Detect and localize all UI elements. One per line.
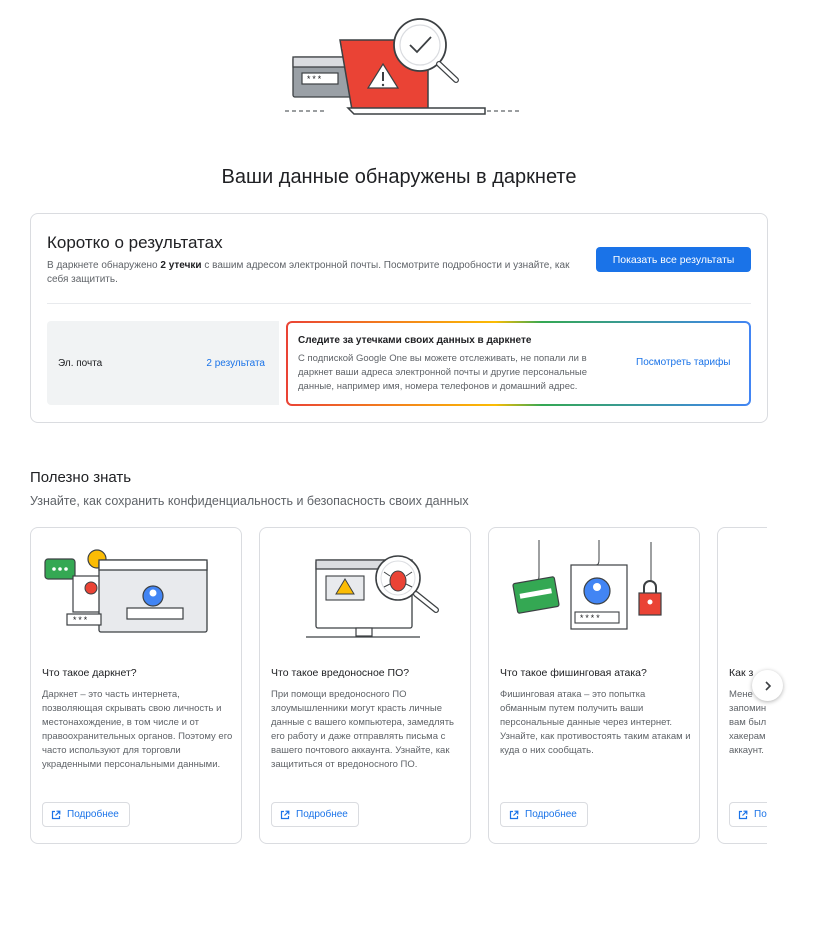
- email-label: Эл. почта: [58, 358, 103, 369]
- monitoring-description: С подпиской Google One вы можете отслеживать, не попали ли в даркнет ваши адреса электронной почты и другие персональные данные, например имя, номера телефонов и домашний адрес.: [298, 353, 588, 392]
- learn-more-button[interactable]: [42, 802, 130, 827]
- show-all-results-button[interactable]: Показать все результаты: [596, 247, 751, 272]
- tips-title: Полезно знать: [30, 469, 132, 486]
- tips-carousel: [30, 527, 767, 845]
- chevron-right-icon: [762, 680, 774, 692]
- monitoring-title: Следите за утечками своих данных в даркнете: [298, 335, 532, 346]
- learn-more-button[interactable]: [500, 802, 588, 827]
- card-title: Как з: [729, 667, 754, 679]
- hero-illustration: [280, 10, 530, 125]
- summary-description: [47, 259, 592, 287]
- card-title: Что такое даркнет?: [42, 667, 137, 679]
- phishing-stars: ****: [579, 614, 601, 624]
- summary-card: [30, 213, 768, 423]
- tip-card-phishing: [488, 527, 700, 844]
- leak-count: 2 утечки: [160, 260, 202, 271]
- tip-card-malware: [259, 527, 471, 844]
- summary-title: Коротко о результатах: [47, 233, 223, 252]
- tip-card-darknet: [30, 527, 242, 844]
- learn-more-label: Подробнее: [296, 809, 348, 820]
- open-in-new-icon: [738, 810, 748, 820]
- summary-desc-before: В даркнете обнаружено: [47, 260, 161, 271]
- open-in-new-icon: [509, 810, 519, 820]
- card-title: Что такое фишинговая атака?: [500, 667, 647, 679]
- email-results-link[interactable]: 2 результата: [206, 358, 265, 369]
- phishing-illustration: [499, 538, 689, 648]
- learn-more-button[interactable]: [271, 802, 359, 827]
- page-title: Ваши данные обнаружены в даркнете: [221, 166, 577, 188]
- carousel-next-button[interactable]: [752, 670, 783, 701]
- card-description: При помощи вредоносного ПО злоумышленники могут красть личные данные с вашего компьютера, замедлять его работу и даже отправлять письма с вашего почтового аккаунта. Узнайте, как защититься от вредоносного ПО.: [271, 689, 455, 770]
- card-description: Фишинговая атака – это попытка обманным путем получить ваши персональные данные через интернет. Узнайте, как противостоять таким атакам и куда о них сообщать.: [500, 689, 691, 756]
- summary-desc-after: с вашим адресом электронной почты. Посмотрите подробности и узнайте, как себя защитить.: [47, 260, 570, 285]
- learn-more-button[interactable]: [729, 802, 767, 827]
- monitoring-promo: [286, 321, 751, 406]
- learn-more-label: По: [754, 809, 767, 820]
- darknet-illustration: [41, 538, 231, 648]
- malware-illustration: [270, 538, 460, 648]
- darknet-stars: ***: [72, 616, 89, 626]
- card-description: Даркнет – это часть интернета, позволяющая скрывать свою личность и местонахождение, в том числе и от правоохранительных органов. Поэтому его часто используют для торговли украденными персональными данными.: [42, 689, 233, 770]
- view-plans-link[interactable]: Посмотреть тарифы: [636, 357, 731, 368]
- tips-subtitle: Узнайте, как сохранить конфиденциальность и безопасность своих данных: [30, 494, 469, 508]
- card-title: Что такое вредоносное ПО?: [271, 667, 410, 679]
- divider: [47, 303, 751, 304]
- open-in-new-icon: [280, 810, 290, 820]
- learn-more-label: Подробнее: [67, 809, 119, 820]
- card-description: Мене запомин вам был хакерам аккаунт.: [729, 689, 767, 756]
- learn-more-label: Подробнее: [525, 809, 577, 820]
- open-in-new-icon: [51, 810, 61, 820]
- hero-stars: ***: [306, 75, 323, 85]
- email-results-row[interactable]: [47, 321, 279, 405]
